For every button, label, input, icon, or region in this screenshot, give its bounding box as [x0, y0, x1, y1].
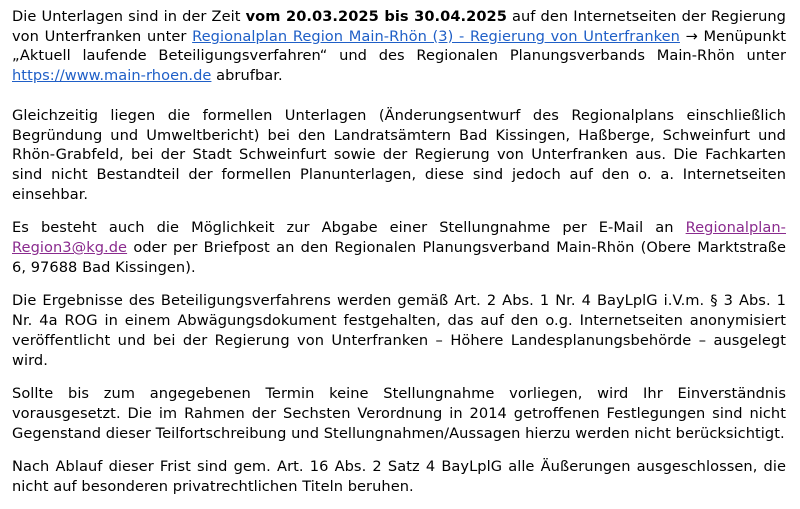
text: Die Unterlagen sind in der Zeit [12, 8, 246, 25]
text: → Menüpunkt „Aktuell laufende Beteiligungsverfahren“ und des Regionalen Planungsverbands Main-Rhön unter [12, 27, 786, 65]
email-link[interactable]: Regionalplan-Region3@kg.de [12, 219, 786, 257]
paragraph-formal-documents: Gleichzeitig liegen die formellen Unterlagen (Änderungsentwurf des Regionalplans einschließlich Begründung und Umweltbericht) bei den Landratsämtern Bad Kissingen, Haßberge, Schweinfurt und Rhön-Grabfeld, bei der Stadt Schweinfurt sowie der Regierung von Unterfranken aus. Die Fachkarten sind nicht Bestandteil der formellen Planunterlagen, diese sind jedoch auf den o. a. Internetseiten einsehbar. [12, 106, 786, 203]
paragraph-results: Die Ergebnisse des Beteiligungsverfahrens werden gemäß Art. 2 Abs. 1 Nr. 4 BayLplG i.V.m. § 3 Abs. 1 Nr. 4a ROG in einem Abwägungsdokument festgehalten, das auf den o.g. Internetseiten anonymisiert veröffentlicht und bei der Regierung von Unterfranken – Höhere Landesplanungsbehörde – ausgelegt wird. [12, 292, 786, 369]
paragraph-submission [12, 218, 786, 277]
paragraph-availability [12, 7, 786, 86]
text: Es besteht auch die Möglichkeit zur Abgabe einer Stellungnahme per E-Mail an [12, 219, 686, 237]
text: abrufbar. [211, 67, 283, 85]
text: auf den Internetseiten der Regierung von Unterfranken unter [12, 8, 786, 45]
regionalplan-link[interactable]: Regionalplan Region Main-Rhön (3) - Regierung von Unterfranken [192, 27, 680, 45]
paragraph-consent: Sollte bis zum angegebenen Termin keine Stellungnahme vorliegen, wird Ihr Einverständnis vorausgesetzt. Die im Rahmen der Sechsten Verordnung in 2014 getroffenen Festlegungen sind nicht Gegenstand dieser Teilfortschreibung und Stellungnahmen/Aussagen hierzu werden nicht berücksichtigt. [12, 385, 786, 442]
date-range: vom 20.03.2025 bis 30.04.2025 [245, 8, 507, 25]
paragraph-deadline: Nach Ablauf dieser Frist sind gem. Art. 16 Abs. 2 Satz 4 BayLplG alle Äußerungen ausgeschlossen, die nicht auf besonderen privatrechtlichen Titeln beruhen. [12, 458, 786, 496]
text: oder per Briefpost an den Regionalen Planungsverband Main-Rhön (Obere Marktstraße 6, 97688 Bad Kissingen). [12, 239, 786, 276]
main-rhoen-website-link[interactable]: https://www.main-rhoen.de [12, 67, 212, 85]
